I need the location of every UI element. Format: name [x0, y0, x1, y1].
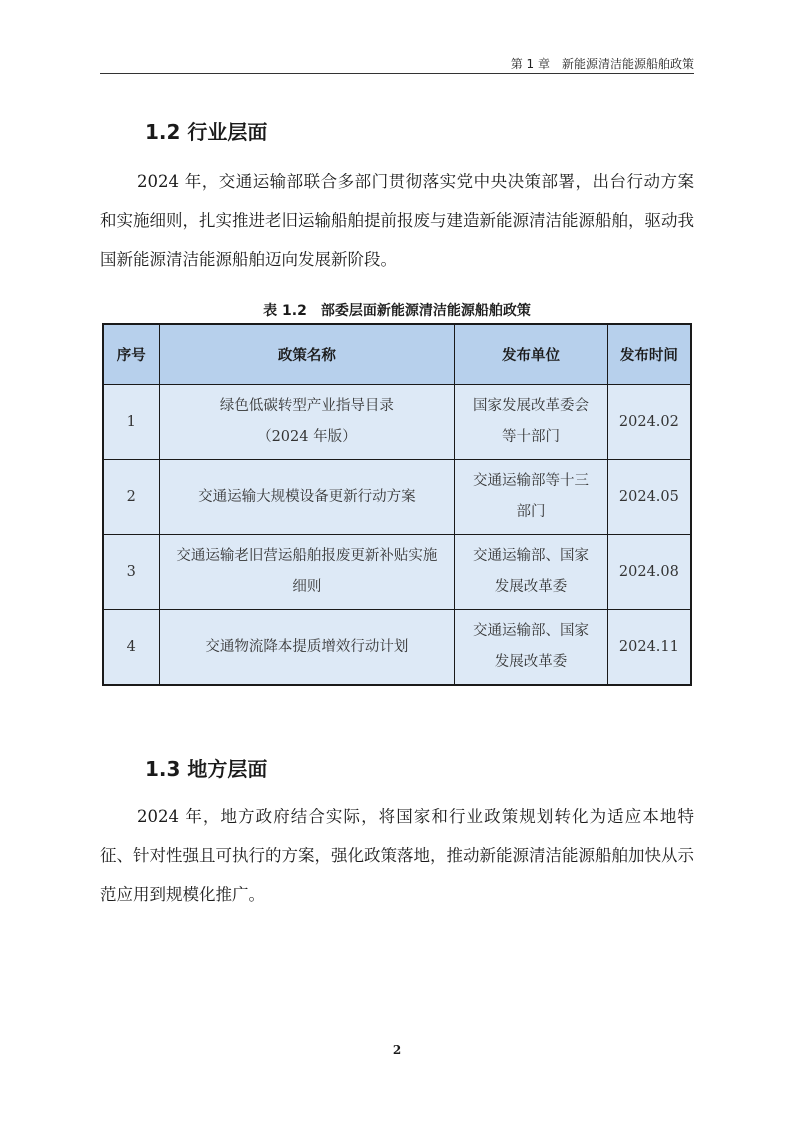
issuer-text: 交通运输部、国家发展改革委 [472, 623, 589, 670]
cell-no: 4 [103, 610, 159, 686]
policy-name-text: 交通运输大规模设备更新行动方案 [198, 488, 416, 505]
section-1-3-paragraph: 2024 年，地方政府结合实际，将国家和行业政策规划转化为适应本地特征、针对性强且可执行的方案，强化政策落地，推动新能源清洁能源船舶加快从示范应用到规模化推广。 [100, 807, 694, 904]
header-date: 发布时间 [607, 324, 691, 385]
header-policy-name: 政策名称 [159, 324, 455, 385]
policy-name-text: 绿色低碳转型产业指导目录 [219, 398, 394, 414]
cell-no: 3 [103, 535, 159, 610]
section-1-2-paragraph: 2024 年，交通运输部联合多部门贯彻落实党中央决策部署，出台行动方案和实施细则，扎实推进老旧运输船舶提前报废与建造新能源清洁能源船舶，驱动我国新能源清洁能源船舶迈向发展新阶段。 [100, 172, 694, 269]
header-rule [100, 73, 694, 74]
cell-issuer [455, 460, 608, 535]
section-heading-1-2: 1.2 行业层面 [145, 120, 268, 144]
table-row [103, 385, 691, 460]
cell-issuer [455, 610, 608, 686]
cell-policy-name [159, 535, 455, 610]
cell-date: 2024.08 [607, 535, 691, 610]
cell-issuer [455, 385, 608, 460]
policy-table [102, 323, 692, 686]
running-header: 第 1 章 新能源清洁能源船舶政策 [510, 57, 694, 71]
cell-policy-name [159, 460, 455, 535]
cell-date: 2024.02 [607, 385, 691, 460]
policy-name-subtext: （2024 年版） [257, 429, 357, 445]
policy-name-text: 交通运输老旧营运船舶报废更新补贴实施细则 [176, 548, 438, 595]
cell-no: 2 [103, 460, 159, 535]
table-header-row [103, 324, 691, 385]
section-heading-1-3: 1.3 地方层面 [145, 757, 268, 781]
cell-issuer [455, 535, 608, 610]
page-number: 2 [392, 1043, 402, 1057]
cell-no: 1 [103, 385, 159, 460]
issuer-text: 交通运输部等十三部门 [472, 473, 589, 520]
issuer-text: 国家发展改革委会等十部门 [472, 398, 589, 445]
table-row [103, 610, 691, 686]
header-no: 序号 [103, 324, 159, 385]
cell-date: 2024.11 [607, 610, 691, 686]
cell-date: 2024.05 [607, 460, 691, 535]
table-row [103, 535, 691, 610]
table-caption: 表 1.2 部委层面新能源清洁能源船舶政策 [263, 303, 531, 319]
policy-name-text: 交通物流降本提质增效行动计划 [205, 638, 409, 655]
table-row [103, 460, 691, 535]
issuer-text: 交通运输部、国家发展改革委 [472, 548, 589, 595]
cell-policy-name [159, 385, 455, 460]
cell-policy-name [159, 610, 455, 686]
header-issuer: 发布单位 [455, 324, 608, 385]
